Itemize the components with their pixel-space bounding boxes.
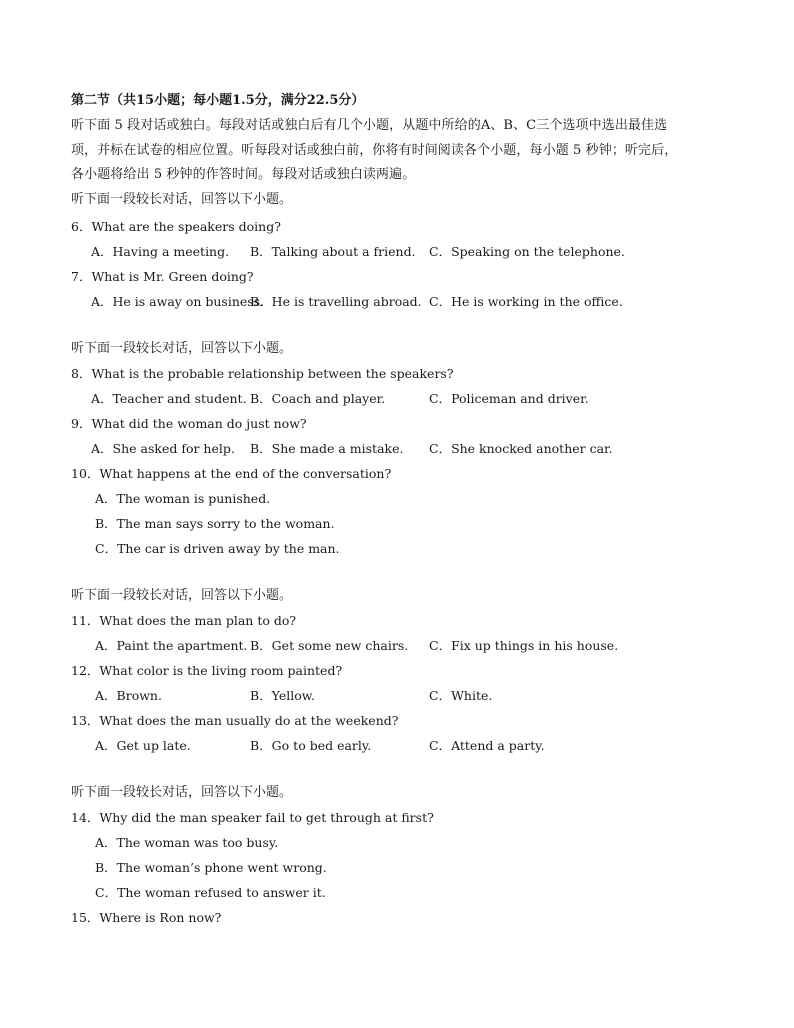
question-8-option-c: C．Policeman and driver. bbox=[429, 391, 589, 406]
question-7-option-b: B．He is travelling abroad. bbox=[250, 294, 422, 309]
question-15-stem: 15．Where is Ron now? bbox=[71, 910, 222, 925]
question-7-option-a: A．He is away on business. bbox=[91, 294, 265, 309]
question-6-option-b: B．Talking about a friend. bbox=[250, 244, 416, 259]
group-header: 听下面一段较长对话，回答以下小题。 bbox=[71, 192, 293, 207]
question-8-stem: 8．What is the probable relationship between the speakers? bbox=[71, 366, 454, 381]
question-10-option-a: A．The woman is punished. bbox=[95, 491, 271, 506]
question-9-option-b: B．She made a mistake. bbox=[250, 441, 404, 456]
question-9-option-a: A．She asked for help. bbox=[91, 441, 235, 456]
section-intro-line-3: 各小题将给出 5 秒钟的作答时间。每段对话或独白读两遍。 bbox=[71, 167, 416, 182]
question-12-stem: 12．What color is the living room painted? bbox=[71, 663, 343, 678]
group-header: 听下面一段较长对话，回答以下小题。 bbox=[71, 785, 293, 800]
question-14-stem: 14．Why did the man speaker fail to get through at first? bbox=[71, 810, 434, 825]
group-header: 听下面一段较长对话，回答以下小题。 bbox=[71, 588, 293, 603]
section-intro-line-1: 听下面 5 段对话或独白。每段对话或独白后有几个小题，从题中所给的A、B、C三个选项中选出最佳选 bbox=[71, 118, 668, 133]
question-6-option-c: C．Speaking on the telephone. bbox=[429, 244, 625, 259]
question-13-option-a: A．Get up late. bbox=[95, 738, 191, 753]
question-13-stem: 13．What does the man usually do at the weekend? bbox=[71, 713, 399, 728]
section-title: 第二节（共15小题；每小题1.5分，满分22.5分） bbox=[71, 93, 365, 108]
question-10-option-b: B．The man says sorry to the woman. bbox=[95, 516, 335, 531]
question-12-option-b: B．Yellow. bbox=[250, 688, 315, 703]
question-10-option-c: C．The car is driven away by the man. bbox=[95, 541, 340, 556]
question-14-option-b: B．The woman’s phone went wrong. bbox=[95, 860, 327, 875]
question-6-stem: 6．What are the speakers doing? bbox=[71, 219, 281, 234]
question-11-stem: 11．What does the man plan to do? bbox=[71, 613, 297, 628]
question-6-option-a: A．Having a meeting. bbox=[91, 244, 230, 259]
question-13-option-b: B．Go to bed early. bbox=[250, 738, 372, 753]
question-14-option-a: A．The woman was too busy. bbox=[95, 835, 279, 850]
question-11-option-b: B．Get some new chairs. bbox=[250, 638, 409, 653]
question-9-stem: 9．What did the woman do just now? bbox=[71, 416, 307, 431]
question-11-option-a: A．Paint the apartment. bbox=[95, 638, 248, 653]
question-7-option-c: C．He is working in the office. bbox=[429, 294, 623, 309]
question-12-option-c: C．White. bbox=[429, 688, 493, 703]
group-header: 听下面一段较长对话，回答以下小题。 bbox=[71, 341, 293, 356]
question-9-option-c: C．She knocked another car. bbox=[429, 441, 613, 456]
question-14-option-c: C．The woman refused to answer it. bbox=[95, 885, 326, 900]
question-13-option-c: C．Attend a party. bbox=[429, 738, 545, 753]
question-12-option-a: A．Brown. bbox=[95, 688, 162, 703]
question-10-stem: 10．What happens at the end of the conversation? bbox=[71, 466, 392, 481]
question-7-stem: 7．What is Mr. Green doing? bbox=[71, 269, 254, 284]
question-8-option-b: B．Coach and player. bbox=[250, 391, 386, 406]
section-intro-line-2: 项，并标在试卷的相应位置。听每段对话或独白前，你将有时间阅读各个小题，每小题 5 秒钟；听完后， bbox=[71, 143, 678, 158]
question-11-option-c: C．Fix up things in his house. bbox=[429, 638, 619, 653]
question-8-option-a: A．Teacher and student. bbox=[91, 391, 247, 406]
